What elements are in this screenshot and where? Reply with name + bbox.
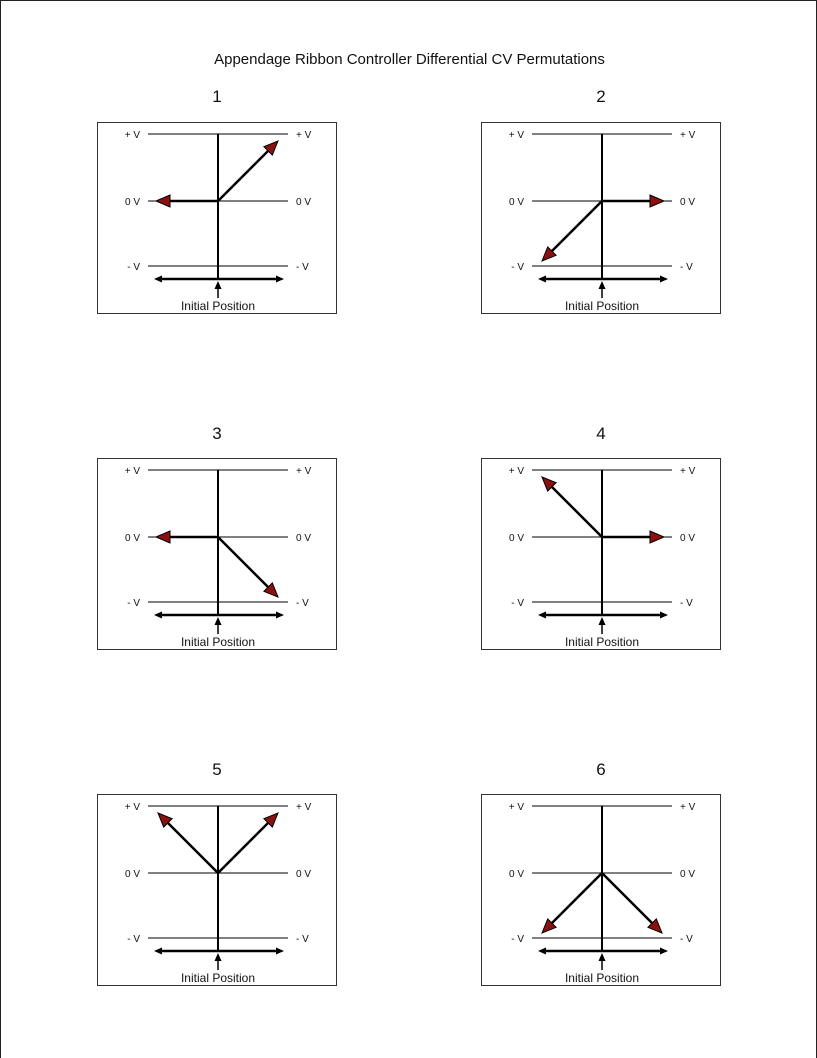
- initial-position-caption: Initial Position: [564, 971, 640, 985]
- minus-v-label-right: - V: [680, 598, 693, 609]
- zero-v-label-right: 0 V: [296, 197, 312, 208]
- zero-v-label-left: 0 V: [124, 533, 140, 544]
- minus-v-label-left: - V: [127, 262, 140, 273]
- cv-arrow-up-right: [218, 822, 270, 874]
- cv-diagram: [98, 795, 338, 987]
- panel-number-3: 3: [212, 424, 222, 443]
- zero-v-label-left: 0 V: [508, 197, 524, 208]
- minus-v-label-left: - V: [127, 934, 140, 945]
- plus-v-label-right: + V: [680, 130, 696, 141]
- plus-v-label-right: + V: [296, 130, 312, 141]
- ribbon-arrowhead-left: [154, 612, 162, 619]
- plus-v-label-right: + V: [680, 466, 696, 477]
- zero-v-label-left: 0 V: [508, 533, 524, 544]
- initial-position-caption: Initial Position: [180, 299, 256, 313]
- cv-arrow-up-left: [551, 486, 603, 538]
- ribbon-arrowhead-left: [538, 612, 546, 619]
- zero-v-label-left: 0 V: [508, 869, 524, 880]
- cv-diagram: [482, 123, 722, 315]
- minus-v-label-right: - V: [296, 598, 309, 609]
- minus-v-label-right: - V: [296, 262, 309, 273]
- panel-number-1: 1: [212, 87, 222, 106]
- cv-diagram: [98, 123, 338, 315]
- initial-position-caption: Initial Position: [180, 971, 256, 985]
- initial-position-arrowhead: [599, 617, 606, 625]
- initial-position-arrowhead: [215, 281, 222, 289]
- ribbon-arrowhead-left: [538, 276, 546, 283]
- diagram-panel-5: [97, 794, 337, 986]
- minus-v-label-right: - V: [680, 934, 693, 945]
- cv-arrow-up-left: [167, 822, 219, 874]
- initial-position-arrowhead: [215, 617, 222, 625]
- panel-number-2: 2: [596, 87, 606, 106]
- plus-v-label-right: + V: [296, 802, 312, 813]
- cv-diagram: [482, 459, 722, 651]
- plus-v-label-left: + V: [124, 130, 140, 141]
- ribbon-arrowhead-right: [276, 612, 284, 619]
- panel-number-4: 4: [596, 424, 606, 443]
- cv-arrowhead-left: [156, 195, 170, 207]
- cv-diagram: [98, 459, 338, 651]
- cv-arrowhead-left: [156, 531, 170, 543]
- minus-v-label-left: - V: [511, 262, 524, 273]
- cv-arrow-down-left: [551, 201, 603, 253]
- zero-v-label-right: 0 V: [296, 533, 312, 544]
- plus-v-label-left: + V: [124, 802, 140, 813]
- cv-diagram: [482, 795, 722, 987]
- minus-v-label-right: - V: [680, 262, 693, 273]
- zero-v-label-left: 0 V: [124, 197, 140, 208]
- panel-number-6: 6: [596, 760, 606, 779]
- diagram-panel-3: [97, 458, 337, 650]
- cv-arrowhead-right: [650, 531, 664, 543]
- initial-position-caption: Initial Position: [564, 635, 640, 649]
- ribbon-arrowhead-left: [154, 276, 162, 283]
- ribbon-arrowhead-right: [660, 612, 668, 619]
- ribbon-arrowhead-right: [276, 948, 284, 955]
- plus-v-label-left: + V: [508, 802, 524, 813]
- ribbon-arrowhead-right: [660, 948, 668, 955]
- plus-v-label-left: + V: [124, 466, 140, 477]
- plus-v-label-left: + V: [508, 466, 524, 477]
- zero-v-label-right: 0 V: [680, 869, 696, 880]
- plus-v-label-left: + V: [508, 130, 524, 141]
- initial-position-arrowhead: [599, 281, 606, 289]
- cv-arrow-down-left: [551, 873, 603, 925]
- ribbon-arrowhead-left: [154, 948, 162, 955]
- minus-v-label-left: - V: [511, 934, 524, 945]
- zero-v-label-left: 0 V: [124, 869, 140, 880]
- minus-v-label-right: - V: [296, 934, 309, 945]
- zero-v-label-right: 0 V: [680, 197, 696, 208]
- initial-position-arrowhead: [215, 953, 222, 961]
- panel-number-5: 5: [212, 760, 222, 779]
- minus-v-label-left: - V: [511, 598, 524, 609]
- cv-arrowhead-right: [650, 195, 664, 207]
- plus-v-label-right: + V: [680, 802, 696, 813]
- ribbon-arrowhead-right: [660, 276, 668, 283]
- minus-v-label-left: - V: [127, 598, 140, 609]
- diagram-panel-4: [481, 458, 721, 650]
- diagram-panel-2: [481, 122, 721, 314]
- initial-position-caption: Initial Position: [564, 299, 640, 313]
- diagram-panel-1: [97, 122, 337, 314]
- plus-v-label-right: + V: [296, 466, 312, 477]
- cv-arrow-down-right: [218, 537, 270, 589]
- initial-position-caption: Initial Position: [180, 635, 256, 649]
- ribbon-arrowhead-right: [276, 276, 284, 283]
- diagram-panel-6: [481, 794, 721, 986]
- initial-position-arrowhead: [599, 953, 606, 961]
- zero-v-label-right: 0 V: [296, 869, 312, 880]
- cv-arrow-down-right: [602, 873, 654, 925]
- ribbon-arrowhead-left: [538, 948, 546, 955]
- cv-arrow-up-right: [218, 150, 270, 202]
- zero-v-label-right: 0 V: [680, 533, 696, 544]
- document-title: Appendage Ribbon Controller Differential CV Permutations: [214, 51, 605, 68]
